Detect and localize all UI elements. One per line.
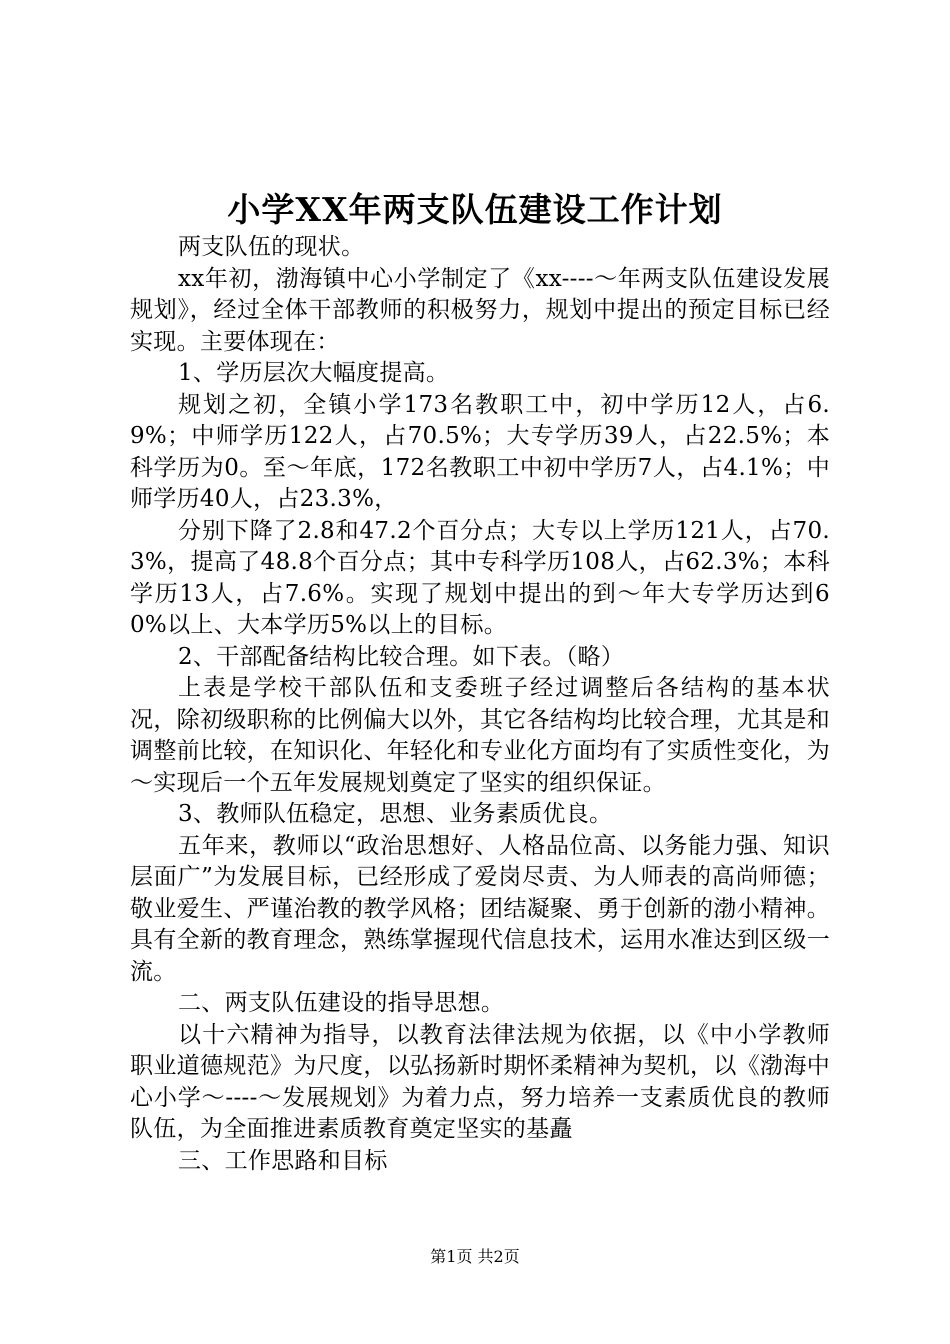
document-title: 小学XX年两支队伍建设工作计划 <box>227 190 723 229</box>
paragraph-point-2-heading: 2、干部配备结构比较合理。如下表。（略） <box>178 643 625 670</box>
paragraph-section-2-heading: 二、两支队伍建设的指导思想。 <box>178 990 505 1016</box>
paragraph-education-change: 分别下降了2.8和47.2个百分点；大专以上学历121人，占70.3%，提高了48.8个百分点；其中专科学历108人，占62.3%；本科学历13人，占7.6%。实现了规划中提出的到～年大专学历达到60%以上、大本学历5%以上的目标。 <box>130 517 830 638</box>
document-body <box>130 232 830 1177</box>
paragraph-plan-intro: xx年初，渤海镇中心小学制定了《xx----～年两支队伍建设发展规划》，经过全体干部教师的积极努力，规划中提出的预定目标已经实现。主要体现在： <box>130 265 830 355</box>
paragraph-point-1-heading: 1、学历层次大幅度提高。 <box>178 360 450 386</box>
paragraph-education-stats: 规划之初，全镇小学173名教职工中，初中学历12人，占6.9%；中师学历122人，占70.5%；大专学历39人，占22.5%；本科学历为0。至～年底，172名教职工中初中学历7人，占4.1%；中师学历40人，占23.3%， <box>130 391 830 512</box>
page-footer: 第1页 共2页 <box>430 1247 520 1266</box>
paragraph-section-3-heading: 三、工作思路和目标 <box>178 1147 388 1174</box>
paragraph-cadre-structure: 上表是学校干部队伍和支委班子经过调整后各结构的基本状况，除初级职称的比例偏大以外，其它各结构均比较合理，尤其是和调整前比较，在知识化、年轻化和专业化方面均有了实质性变化，为～实现后一个五年发展规划奠定了坚实的组织保证。 <box>130 675 830 796</box>
paragraph-guiding-thought: 以十六精神为指导，以教育法律法规为依据，以《中小学教师职业道德规范》为尺度，以弘扬新时期怀柔精神为契机，以《渤海中心小学～----～发展规划》为着力点，努力培养一支素质优良的教师队伍，为全面推进素质教育奠定坚实的基矗 <box>130 1021 830 1142</box>
paragraph-teacher-quality: 五年来，教师以“政治思想好、人格品位高、以务能力强、知识层面广”为发展目标，已经形成了爱岗尽责、为人师表的高尚师德；敬业爱生、严谨治教的教学风格；团结凝聚、勇于创新的渤小精神。具有全新的教育理念，熟练掌握现代信息技术，运用水准达到区级一流。 <box>130 832 830 985</box>
paragraph-point-3-heading: 3、教师队伍稳定，思想、业务素质优良。 <box>178 801 613 827</box>
paragraph-status-heading: 两支队伍的现状。 <box>178 234 365 260</box>
